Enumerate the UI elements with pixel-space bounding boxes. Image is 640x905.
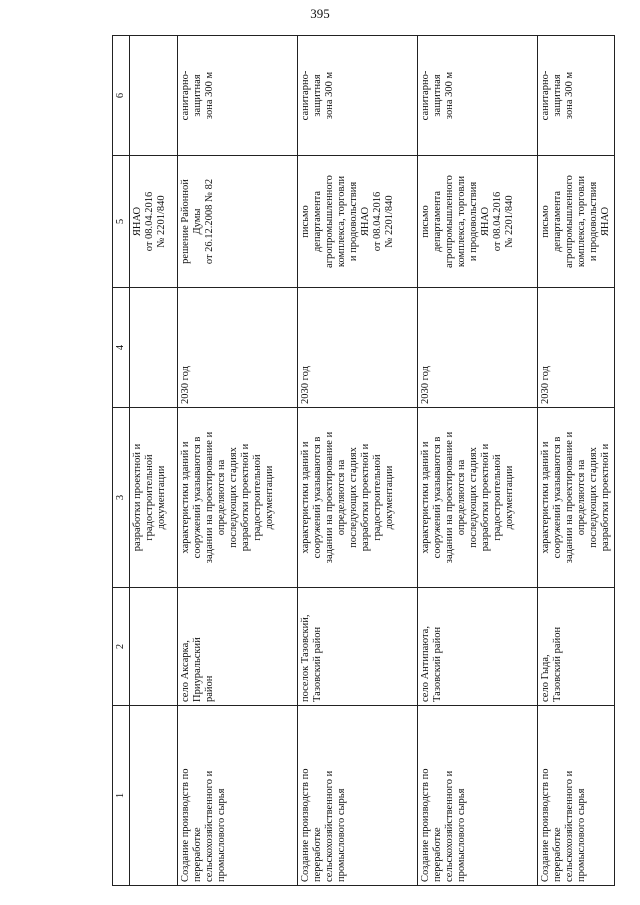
column-header: 3: [113, 408, 130, 588]
table-container: [112, 36, 611, 886]
table-row: [298, 36, 418, 886]
table-cell: санитарно- защитная зона 300 м: [178, 36, 298, 156]
table-row: [418, 36, 538, 886]
table-cell: село Аксарка, Приуральский район: [178, 588, 298, 706]
page-number: 395: [310, 6, 330, 21]
table-cell: 2030 год: [418, 288, 538, 408]
table-cell: Создание производств по переработке сельскохозяйственного и промыслового сырья: [178, 706, 298, 886]
table-row: [178, 36, 298, 886]
table-row: [538, 36, 615, 886]
table-cell: характеристики зданий и сооружений указываются в задании на проектирование и определяются на последующих стадиях разработки проектной и градостроительной документации: [298, 408, 418, 588]
table-cell: [130, 588, 178, 706]
header-row: [113, 36, 130, 886]
table-cell: письмо департамента агропромышленного комплекса, торговли и продовольствия ЯНАО от 08.04.2016 № 2201/840: [418, 156, 538, 288]
table-cell: письмо департамента агропромышленного комплекса, торговли и продовольствия ЯНАО: [538, 156, 615, 288]
column-header: 5: [113, 156, 130, 288]
table-cell: характеристики зданий и сооружений указываются в задании на проектирование и определяются на последующих стадиях разработки проектной и градостроительной документации: [418, 408, 538, 588]
table-cell: письмо департамента агропромышленного комплекса, торговли и продовольствия ЯНАО от 08.04.2016 № 2201/840: [298, 156, 418, 288]
data-table: [112, 35, 615, 886]
table-cell: характеристики зданий и сооружений указываются в задании на проектирование и определяются на последующих стадиях разработки проектной и: [538, 408, 615, 588]
table-cell: характеристики зданий и сооружений указываются в задании на проектирование и определяются на последующих стадиях разработки проектной и градостроительной документации: [178, 408, 298, 588]
table-cell: санитарно- защитная зона 300 м: [298, 36, 418, 156]
table-cell: санитарно- защитная зона 300 м: [538, 36, 615, 156]
table-cell: село Гыда, Тазовский район: [538, 588, 615, 706]
table-row: [130, 36, 178, 886]
table-cell: поселок Тазовский, Тазовский район: [298, 588, 418, 706]
rotated-table: [112, 36, 611, 886]
table-cell: Создание производств по переработке сельскохозяйственного и промыслового сырья: [298, 706, 418, 886]
table-cell: решение Районной Думы от 26.12.2008 № 82: [178, 156, 298, 288]
table-cell: село Антипаюта, Тазовский район: [418, 588, 538, 706]
table-cell: разработки проектной и градостроительной документации: [130, 408, 178, 588]
table-cell: 2030 год: [298, 288, 418, 408]
table-cell: 2030 год: [538, 288, 615, 408]
column-header: 2: [113, 588, 130, 706]
table-cell: Создание производств по переработке сельскохозяйственного и промыслового сырья: [418, 706, 538, 886]
table-cell: Создание производств по переработке сельскохозяйственного и промыслового сырья: [538, 706, 615, 886]
column-header: 4: [113, 288, 130, 408]
table-cell: ЯНАО от 08.04.2016 № 2201/840: [130, 156, 178, 288]
table-cell: 2030 год: [178, 288, 298, 408]
table-cell: [130, 288, 178, 408]
column-header: 6: [113, 36, 130, 156]
table-cell: санитарно- защитная зона 300 м: [418, 36, 538, 156]
column-header: 1: [113, 706, 130, 886]
table-cell: [130, 706, 178, 886]
table-cell: [130, 36, 178, 156]
